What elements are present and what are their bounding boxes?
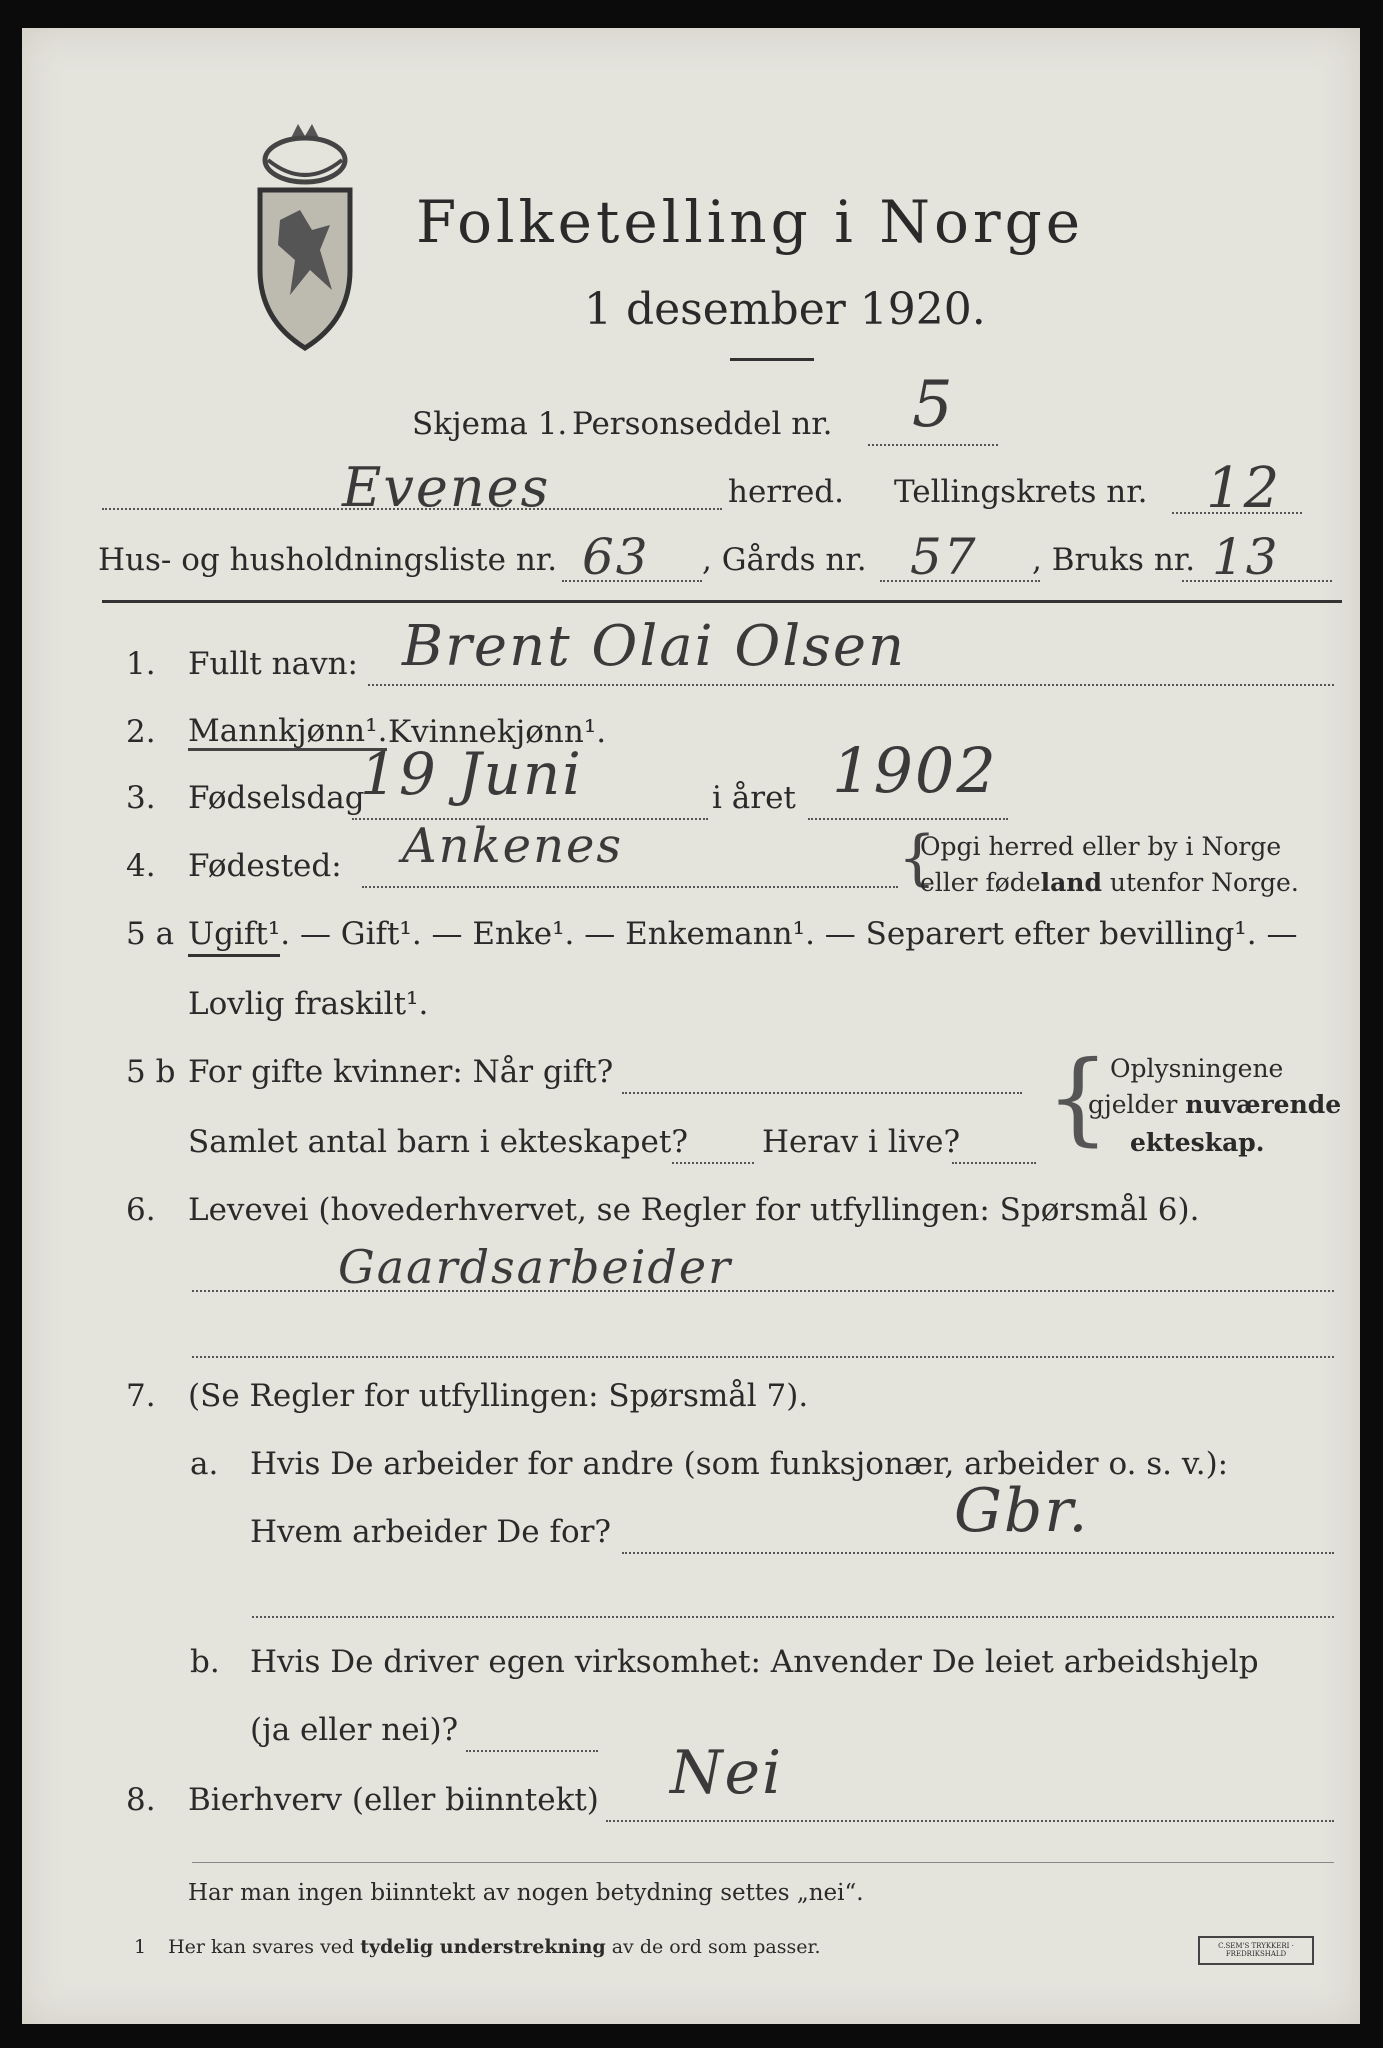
q1-number: 1. — [126, 646, 156, 682]
children-line — [672, 1162, 754, 1164]
husholdning-value[interactable]: 63 — [582, 528, 650, 586]
female-option[interactable]: Kvinnekjønn¹. — [388, 714, 607, 750]
skjema-label: Skjema 1. — [412, 406, 568, 442]
male-option[interactable]: Mannkjønn¹. — [188, 714, 387, 751]
tellingskrets-label: Tellingskrets nr. — [894, 474, 1148, 510]
title-divider — [730, 358, 814, 361]
q5b-line-1: For gifte kvinner: Når gift? — [188, 1054, 614, 1090]
header-rule — [102, 600, 1342, 603]
q4-note-2a: eller føde — [920, 868, 1041, 897]
q7a-line-1: Hvis De arbeider for andre (som funksjonær, arbeider o. s. v.): — [250, 1446, 1229, 1482]
q7a-line-2: Hvem arbeider De for? — [250, 1514, 612, 1550]
gards-label: , Gårds nr. — [702, 542, 867, 578]
q5b-children-label: Samlet antal barn i ekteskapet? — [188, 1124, 688, 1160]
q4-line — [362, 886, 898, 888]
bruks-label: , Bruks nr. — [1032, 542, 1196, 578]
employer-line-2 — [252, 1616, 1334, 1618]
q1-line — [368, 684, 1334, 686]
q5b-bracket: { — [1046, 1039, 1110, 1156]
birth-year-value[interactable]: 1902 — [832, 734, 998, 807]
q6-label: Levevei (hovederhvervet, se Regler for utfyllingen: Spørsmål 6). — [188, 1192, 1200, 1228]
personseddel-line — [868, 444, 998, 446]
q7b-line-1: Hvis De driver egen virksomhet: Anvender De leiet arbeidshjelp — [250, 1644, 1259, 1680]
birthplace-value[interactable]: Ankenes — [402, 818, 624, 874]
q6-number: 6. — [126, 1192, 156, 1228]
footer-rule — [192, 1862, 1334, 1863]
norway-coat-of-arms-icon — [250, 120, 360, 352]
footnote-b: tydelig understrekning — [360, 1936, 606, 1958]
census-form-sheet — [22, 28, 1360, 2024]
side-income-line — [606, 1820, 1334, 1822]
q5b-note-3: ekteskap. — [1130, 1128, 1265, 1157]
q5b-note-2 — [1088, 1090, 1341, 1119]
footer-note: Har man ingen biinntekt av nogen betydning settes „nei“. — [188, 1880, 864, 1906]
employer-line — [622, 1552, 1334, 1554]
q5b-note-1: Oplysningene — [1110, 1054, 1284, 1083]
q4-note-2b: land — [1040, 868, 1102, 897]
herred-value[interactable]: Evenes — [342, 456, 551, 519]
employer-value[interactable]: Gbr. — [954, 1476, 1090, 1546]
q5b-number: 5 b — [126, 1054, 176, 1090]
q4-note-1: Opgi herred eller by i Norge — [920, 832, 1282, 861]
marital-status-options[interactable]: Ugift¹. — Gift¹. — Enke¹. — Enkemann¹. — Separert efter bevilling¹. — — [188, 916, 1298, 952]
q7b-line-2: (ja eller nei)? — [250, 1712, 459, 1748]
herred-label: herred. — [728, 474, 844, 510]
footnote-c: av de ord som passer. — [605, 1936, 821, 1958]
q8-label: Bierhverv (eller biinntekt) — [188, 1782, 599, 1818]
q4-note-2 — [920, 868, 1299, 897]
q1-label: Fullt navn: — [188, 646, 358, 682]
tellingskrets-value[interactable]: 12 — [1206, 456, 1282, 521]
footnote-a: Her kan svares ved — [168, 1936, 361, 1958]
form-title: Folketelling i Norge — [416, 188, 1085, 256]
q3-number: 3. — [126, 780, 156, 816]
q7-number: 7. — [126, 1378, 156, 1414]
personseddel-label: Personseddel nr. — [572, 406, 833, 442]
bruks-value[interactable]: 13 — [1212, 528, 1280, 586]
marital-status-options-2[interactable]: Lovlig fraskilt¹. — [188, 986, 429, 1022]
q4-bracket: { — [898, 823, 937, 893]
ugift-underline — [188, 954, 280, 957]
q5b-note-2a: gjelder — [1088, 1090, 1186, 1119]
q2-number: 2. — [126, 714, 156, 750]
q8-number: 8. — [126, 1782, 156, 1818]
q5b-note-2b: nuværende — [1185, 1090, 1342, 1119]
footnote-number: 1 — [134, 1936, 147, 1958]
personseddel-value[interactable]: 5 — [912, 368, 955, 442]
footnote — [134, 1936, 821, 1958]
q7-label: (Se Regler for utfyllingen: Spørsmål 7). — [188, 1378, 809, 1414]
hired-help-line — [466, 1750, 598, 1752]
q5b-alive-label: Herav i live? — [762, 1124, 961, 1160]
q3-label: Fødselsdag — [188, 780, 365, 816]
q4-number: 4. — [126, 848, 156, 884]
q4-note-2c: utenfor Norge. — [1101, 868, 1299, 897]
q7b-letter: b. — [190, 1644, 220, 1680]
birth-day-value[interactable]: 19 Juni — [360, 740, 583, 808]
full-name-value[interactable]: Brent Olai Olsen — [402, 614, 907, 679]
gards-value[interactable]: 57 — [910, 528, 978, 586]
q3-year-line — [808, 818, 1008, 820]
alive-line — [952, 1162, 1036, 1164]
occupation-value[interactable]: Gaardsarbeider — [338, 1240, 733, 1294]
census-date: 1 desember 1920. — [584, 284, 986, 335]
q7a-letter: a. — [190, 1446, 219, 1482]
q5a-number: 5 a — [126, 916, 175, 952]
side-income-value[interactable]: Nei — [670, 1738, 784, 1808]
printer-stamp: C.SEM'S TRYKKERI · FREDRIKSHALD — [1198, 1936, 1314, 1965]
husholdning-label: Hus- og husholdningsliste nr. — [98, 542, 558, 578]
married-when-line — [622, 1092, 1022, 1094]
q6-line-2 — [192, 1356, 1334, 1358]
q3-year-label: i året — [712, 780, 796, 816]
q4-label: Fødested: — [188, 848, 342, 884]
